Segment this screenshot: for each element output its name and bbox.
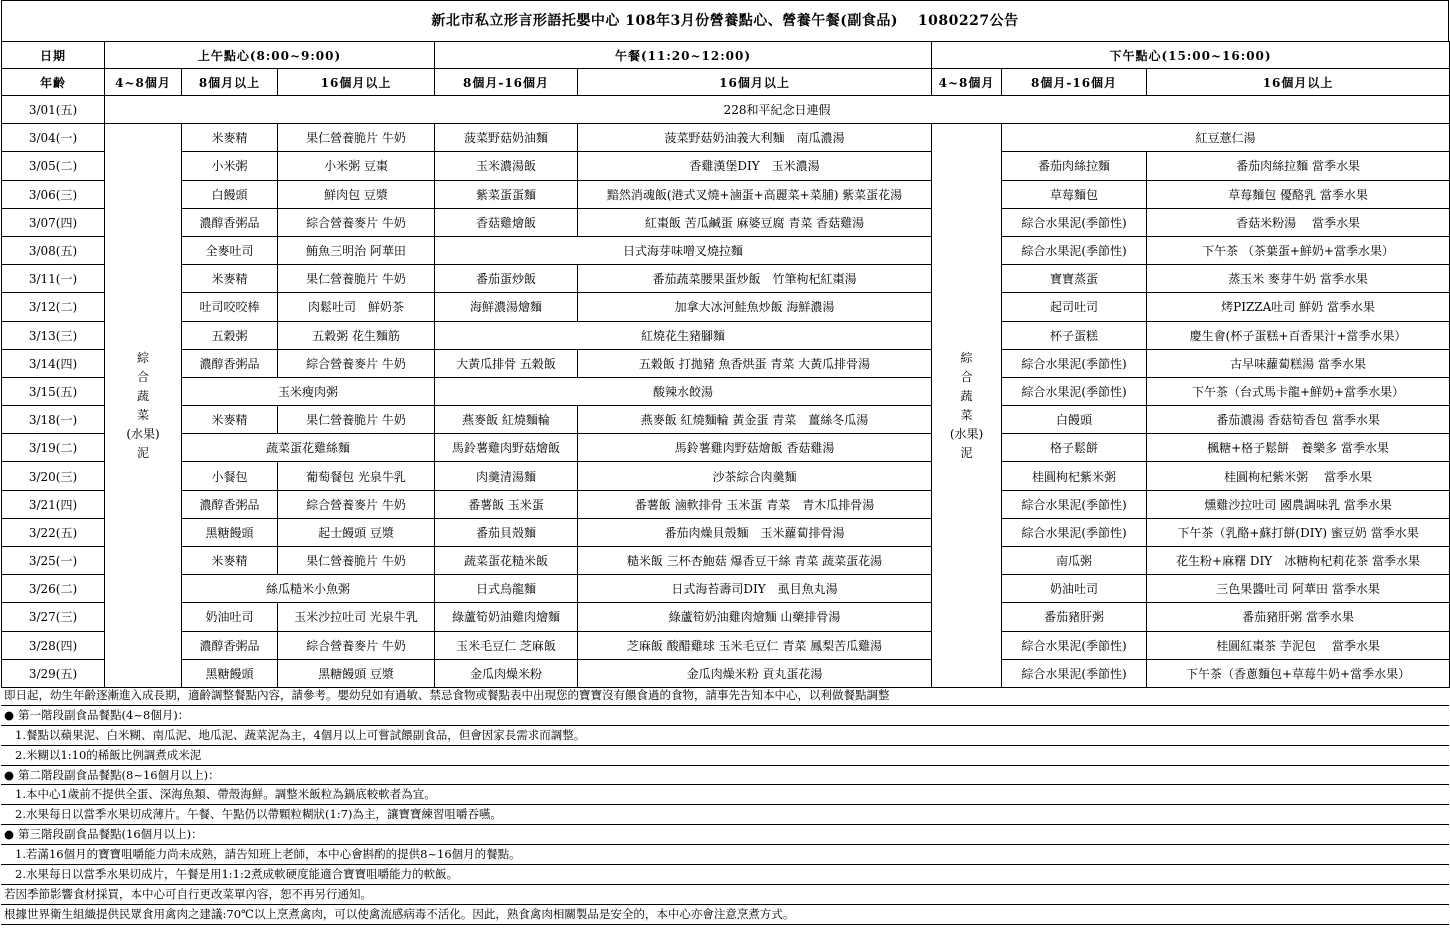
date-cell: 3/13(三) xyxy=(2,321,105,349)
holiday-cell: 228和平紀念日連假 xyxy=(105,96,1450,124)
morning-snack-16plus: 果仁營養脆片 牛奶 xyxy=(278,265,435,293)
date-cell: 3/19(二) xyxy=(2,434,105,462)
day-row xyxy=(2,631,1450,659)
lunch-16plus: 綠蘆筍奶油雞肉燴麵 山藥排骨湯 xyxy=(578,603,932,631)
lunch-16plus: 燕麥飯 紅燒麵輪 黃金蛋 青菜 薑絲冬瓜湯 xyxy=(578,406,932,434)
afternoon-snack-8-16: 綜合水果泥(季節性) xyxy=(1002,349,1147,377)
morning-snack-8plus: 小米粥 xyxy=(182,152,278,180)
afternoon-snack-8-16: 綜合水果泥(季節性) xyxy=(1002,518,1147,546)
afternoon-snack-8-16: 綜合水果泥(季節性) xyxy=(1002,208,1147,236)
day-row xyxy=(2,659,1450,687)
afternoon-snack-16plus: 下午茶 （茶葉蛋+鮮奶+當季水果） xyxy=(1147,236,1450,264)
morning-snack-16plus: 鮪魚三明治 阿華田 xyxy=(278,236,435,264)
afternoon-snack-8-16: 番茄肉絲拉麵 xyxy=(1002,152,1147,180)
date-cell: 3/08(五) xyxy=(2,236,105,264)
date-cell: 3/04(一) xyxy=(2,124,105,152)
menu-table xyxy=(1,41,1450,688)
morning-snack-16plus: 鮮肉包 豆漿 xyxy=(278,180,435,208)
date-cell: 3/11(一) xyxy=(2,265,105,293)
lunch-header: 午餐(11:20~12:00) xyxy=(435,42,932,69)
note-line: 1.若滿16個月的寶寶咀嚼能力尚未成熟，請告知班上老師，本中心會斟酌的提供8~16個月的餐點。 xyxy=(1,845,1449,865)
afternoon-snack-8-16: 綜合水果泥(季節性) xyxy=(1002,490,1147,518)
morning-snack-16plus: 綜合營養麥片 牛奶 xyxy=(278,208,435,236)
puree-label-char: 泥 xyxy=(960,445,973,460)
lunch-16plus: 沙茶綜合肉羹麵 xyxy=(578,462,932,490)
morning-snack-16plus: 肉鬆吐司 鮮奶茶 xyxy=(278,293,435,321)
date-cell: 3/21(四) xyxy=(2,490,105,518)
date-label: 日期 xyxy=(2,42,105,69)
morning-snack-8plus: 米麥精 xyxy=(182,547,278,575)
day-row xyxy=(2,321,1450,349)
afternoon-snack-8-16: 綜合水果泥(季節性) xyxy=(1002,236,1147,264)
afternoon-snack-8-16: 起司吐司 xyxy=(1002,293,1147,321)
morning-snack-merged: 絲瓜糙米小魚粥 xyxy=(182,575,435,603)
lunch-8-16: 番茄蛋炒飯 xyxy=(435,265,578,293)
morning-snack-8plus: 黑糖饅頭 xyxy=(182,659,278,687)
morning-snack-8plus: 全麥吐司 xyxy=(182,236,278,264)
puree-label-char: 菜 xyxy=(136,407,149,422)
puree-label-char: 合 xyxy=(136,369,149,384)
puree-label-char: 綜 xyxy=(960,350,973,365)
morning-snack-8plus: 濃醇香粥品 xyxy=(182,349,278,377)
note-heading: ● 第一階段副食品餐點(4~8個月)： xyxy=(1,706,1449,726)
day-row xyxy=(2,434,1450,462)
afternoon-snack-8-16: 番茄豬肝粥 xyxy=(1002,603,1147,631)
lunch-8-16: 肉羹清湯麵 xyxy=(435,462,578,490)
puree-label-char: 蔬 xyxy=(136,388,149,403)
date-cell: 3/25(一) xyxy=(2,547,105,575)
morning-snack-16plus: 起士饅頭 豆漿 xyxy=(278,518,435,546)
date-cell: 3/12(二) xyxy=(2,293,105,321)
morning-snack-8plus: 米麥精 xyxy=(182,265,278,293)
menu-sheet xyxy=(1,0,1449,688)
lunch-8-16: 蔬菜蛋花糙米飯 xyxy=(435,547,578,575)
header-row-age xyxy=(2,69,1450,96)
lunch-age-16plus: 16個月以上 xyxy=(578,69,932,96)
date-cell: 3/05(二) xyxy=(2,152,105,180)
morning-snack-16plus: 黑糖饅頭 豆漿 xyxy=(278,659,435,687)
morning-snack-16plus: 果仁營養脆片 牛奶 xyxy=(278,406,435,434)
afternoon-snack-16plus: 燻雞沙拉吐司 國農調味乳 當季水果 xyxy=(1147,490,1450,518)
date-cell: 3/07(四) xyxy=(2,208,105,236)
morning-snack-16plus: 果仁營養脆片 牛奶 xyxy=(278,124,435,152)
afternoon-snack-16plus: 楓糖+格子鬆餅 養樂多 當季水果 xyxy=(1147,434,1450,462)
afternoon-snack-16plus: 桂圓紅棗茶 芋泥包 當季水果 xyxy=(1147,631,1450,659)
day-row xyxy=(2,603,1450,631)
date-cell: 3/22(五) xyxy=(2,518,105,546)
afternoon-snack-8-16: 草莓麵包 xyxy=(1002,180,1147,208)
note-line: 2.米糊以1:10的稀飯比例調煮成米泥 xyxy=(1,746,1449,766)
date-cell: 3/14(四) xyxy=(2,349,105,377)
lunch-16plus: 菠菜野菇奶油義大利麵 南瓜濃湯 xyxy=(578,124,932,152)
lunch-merged: 酸辣水餃湯 xyxy=(435,377,932,405)
lunch-16plus: 馬鈴薯雞肉野菇燴飯 香菇雞湯 xyxy=(578,434,932,462)
lunch-age-8-16: 8個月-16個月 xyxy=(435,69,578,96)
day-row xyxy=(2,406,1450,434)
afternoon-snack-16plus: 草莓麵包 優酪乳 當季水果 xyxy=(1147,180,1450,208)
note-heading: ● 第二階段副食品餐點(8~16個月以上)： xyxy=(1,766,1449,786)
lunch-8-16: 大黃瓜排骨 五穀飯 xyxy=(435,349,578,377)
day-row xyxy=(2,236,1450,264)
afternoon-snack-8-16: 綜合水果泥(季節性) xyxy=(1002,631,1147,659)
lunch-16plus: 紅棗飯 苦瓜鹹蛋 麻婆豆腐 青菜 香菇雞湯 xyxy=(578,208,932,236)
date-cell: 3/29(五) xyxy=(2,659,105,687)
afternoon-snack-16plus: 慶生會(杯子蛋糕+百香果汁+當季水果） xyxy=(1147,321,1450,349)
afternoon-snack-8-16: 寶寶蒸蛋 xyxy=(1002,265,1147,293)
lunch-8-16: 海鮮濃湯燴麵 xyxy=(435,293,578,321)
morning-snack-16plus: 綜合營養麥片 牛奶 xyxy=(278,631,435,659)
afternoon-age-4-8: 4~8個月 xyxy=(932,69,1002,96)
morning-snack-8plus: 濃醇香粥品 xyxy=(182,490,278,518)
note-line: 根據世界衛生組織提供民眾食用禽肉之建議:70℃以上烹煮禽肉，可以使禽流感病毒不活化。因此，熟食禽肉相關製品是安全的，本中心亦會注意烹煮方式。 xyxy=(1,905,1449,925)
lunch-8-16: 番薯飯 玉米蛋 xyxy=(435,490,578,518)
morning-snack-8plus: 濃醇香粥品 xyxy=(182,208,278,236)
day-row xyxy=(2,208,1450,236)
lunch-8-16: 玉米毛豆仁 芝麻飯 xyxy=(435,631,578,659)
date-cell: 3/27(三) xyxy=(2,603,105,631)
lunch-8-16: 馬鈴薯雞肉野菇燴飯 xyxy=(435,434,578,462)
afternoon-snack-16plus: 番茄肉絲拉麵 當季水果 xyxy=(1147,152,1450,180)
afternoon-age-8-16: 8個月-16個月 xyxy=(1002,69,1147,96)
morning-snack-16plus: 葡萄餐包 光泉牛乳 xyxy=(278,462,435,490)
afternoon-snack-8-16: 綜合水果泥(季節性) xyxy=(1002,659,1147,687)
afternoon-snack-8-16: 杯子蛋糕 xyxy=(1002,321,1147,349)
puree-label-char: (水果) xyxy=(126,426,160,441)
lunch-16plus: 加拿大冰河鮭魚炒飯 海鮮濃湯 xyxy=(578,293,932,321)
day-row xyxy=(2,518,1450,546)
morning-snack-8plus: 吐司咬咬棒 xyxy=(182,293,278,321)
afternoon-age-16plus: 16個月以上 xyxy=(1147,69,1450,96)
lunch-8-16: 番茄貝殼麵 xyxy=(435,518,578,546)
date-cell: 3/18(一) xyxy=(2,406,105,434)
afternoon-snack-16plus: 番茄濃湯 香菇筍香包 當季水果 xyxy=(1147,406,1450,434)
afternoon-snack-16plus: 桂圓枸杞紫米粥 當季水果 xyxy=(1147,462,1450,490)
afternoon-snack-8-16: 綜合水果泥(季節性) xyxy=(1002,377,1147,405)
lunch-8-16: 綠蘆筍奶油雞肉燴麵 xyxy=(435,603,578,631)
lunch-8-16: 日式烏龍麵 xyxy=(435,575,578,603)
afternoon-puree-cell xyxy=(932,124,1002,688)
lunch-8-16: 金瓜肉燥米粉 xyxy=(435,659,578,687)
puree-label-char: 蔬 xyxy=(960,388,973,403)
note-line: 2.水果每日以當季水果切成薄片。午餐、午點仍以帶顆粒糊狀(1:7)為主，讓寶寶練習咀嚼吞嚥。 xyxy=(1,805,1449,825)
morning-snack-8plus: 白饅頭 xyxy=(182,180,278,208)
day-row xyxy=(2,180,1450,208)
afternoon-snack-16plus: 下午茶（台式馬卡龍+鮮奶+當季水果） xyxy=(1147,377,1450,405)
afternoon-snack-merged: 紅豆薏仁湯 xyxy=(1002,124,1450,152)
afternoon-snack-16plus: 蒸玉米 麥芽牛奶 當季水果 xyxy=(1147,265,1450,293)
puree-label-char: 泥 xyxy=(136,445,149,460)
note-heading: ● 第三階段副食品餐點(16個月以上)： xyxy=(1,825,1449,845)
lunch-16plus: 日式海苔壽司DIY 虱目魚丸湯 xyxy=(578,575,932,603)
morning-snack-merged: 玉米瘦肉粥 xyxy=(182,377,435,405)
afternoon-snack-16plus: 番茄豬肝粥 當季水果 xyxy=(1147,603,1450,631)
afternoon-snack-8-16: 桂圓枸杞紫米粥 xyxy=(1002,462,1147,490)
afternoon-snack-16plus: 下午茶（香蔥麵包+草莓牛奶+當季水果） xyxy=(1147,659,1450,687)
day-row xyxy=(2,490,1450,518)
lunch-16plus: 黯然消魂飯(港式叉燒+滷蛋+高麗菜+菜脯) 紫菜蛋花湯 xyxy=(578,180,932,208)
morning-snack-16plus: 玉米沙拉吐司 光泉牛乳 xyxy=(278,603,435,631)
date-cell: 3/28(四) xyxy=(2,631,105,659)
morning-snack-8plus: 米麥精 xyxy=(182,406,278,434)
day-row xyxy=(2,575,1450,603)
morning-snack-16plus: 五穀粥 花生麵筋 xyxy=(278,321,435,349)
lunch-16plus: 番薯飯 滷軟排骨 玉米蛋 青菜 青木瓜排骨湯 xyxy=(578,490,932,518)
morning-age-8plus: 8個月以上 xyxy=(182,69,278,96)
date-cell: 3/26(二) xyxy=(2,575,105,603)
note-line: 1.餐點以蘋果泥、白米糊、南瓜泥、地瓜泥、蔬菜泥為主，4個月以上可嘗試餵副食品，但會因家長需求而調整。 xyxy=(1,726,1449,746)
afternoon-snack-header: 下午點心(15:00~16:00) xyxy=(932,42,1450,69)
morning-snack-16plus: 果仁營養脆片 牛奶 xyxy=(278,547,435,575)
day-row xyxy=(2,96,1450,124)
afternoon-snack-16plus: 香菇米粉湯 當季水果 xyxy=(1147,208,1450,236)
day-row xyxy=(2,349,1450,377)
day-row xyxy=(2,152,1450,180)
note-line: 若因季節影響食材採買，本中心可自行更改菜單內容，恕不再另行通知。 xyxy=(1,885,1449,905)
lunch-8-16: 玉米濃湯飯 xyxy=(435,152,578,180)
afternoon-snack-8-16: 白饅頭 xyxy=(1002,406,1147,434)
lunch-16plus: 糙米飯 三杯杏鮑菇 爆香豆干絲 青菜 蔬菜蛋花湯 xyxy=(578,547,932,575)
morning-snack-header: 上午點心(8:00~9:00) xyxy=(105,42,435,69)
puree-label-char: (水果) xyxy=(949,426,984,441)
lunch-16plus: 番茄肉燥貝殼麵 玉米蘿蔔排骨湯 xyxy=(578,518,932,546)
note-line: 1.本中心1歲前不提供全蛋、深海魚類、帶殼海鮮。調整米飯粒為鍋底較軟者為宜。 xyxy=(1,785,1449,805)
morning-snack-16plus: 綜合營養麥片 牛奶 xyxy=(278,490,435,518)
lunch-merged: 紅燒花生豬腳麵 xyxy=(435,321,932,349)
puree-label-char: 菜 xyxy=(960,407,973,422)
afternoon-snack-16plus: 花生粉+麻糬 DIY 冰糖枸杞莉花茶 當季水果 xyxy=(1147,547,1450,575)
afternoon-snack-16plus: 古早味蘿蔔糕湯 當季水果 xyxy=(1147,349,1450,377)
day-row xyxy=(2,293,1450,321)
notes-section xyxy=(1,686,1449,925)
morning-snack-8plus: 米麥精 xyxy=(182,124,278,152)
note-line: 2.水果每日以當季水果切成片，午餐是用1:1:2煮成軟硬度能適合寶寶咀嚼能力的軟飯。 xyxy=(1,865,1449,885)
afternoon-snack-16plus: 三色果醬吐司 阿華田 當季水果 xyxy=(1147,575,1450,603)
lunch-16plus: 香雞漢堡DIY 玉米濃湯 xyxy=(578,152,932,180)
age-label: 年齡 xyxy=(2,69,105,96)
afternoon-snack-16plus: 下午茶（乳酪+蘇打餅(DIY) 蜜豆奶 當季水果 xyxy=(1147,518,1450,546)
date-cell: 3/06(三) xyxy=(2,180,105,208)
morning-age-4-8: 4~8個月 xyxy=(105,69,182,96)
lunch-16plus: 番茄蔬菜腰果蛋炒飯 竹筆枸杞紅棗湯 xyxy=(578,265,932,293)
day-row xyxy=(2,265,1450,293)
date-cell: 3/01(五) xyxy=(2,96,105,124)
morning-snack-8plus: 奶油吐司 xyxy=(182,603,278,631)
lunch-16plus: 金瓜肉燥米粉 貢丸蛋花湯 xyxy=(578,659,932,687)
afternoon-snack-8-16: 格子鬆餅 xyxy=(1002,434,1147,462)
lunch-8-16: 紫菜蛋蛋麵 xyxy=(435,180,578,208)
morning-snack-8plus: 五穀粥 xyxy=(182,321,278,349)
lunch-16plus: 芝麻飯 酸醋雞球 玉米毛豆仁 青菜 鳳梨苦瓜雞湯 xyxy=(578,631,932,659)
morning-age-16plus: 16個月以上 xyxy=(278,69,435,96)
puree-label-char: 合 xyxy=(960,369,973,384)
day-row xyxy=(2,124,1450,152)
morning-snack-merged: 蔬菜蛋花雞絲麵 xyxy=(182,434,435,462)
lunch-8-16: 燕麥飯 紅燒麵輪 xyxy=(435,406,578,434)
day-row xyxy=(2,377,1450,405)
date-cell: 3/20(三) xyxy=(2,462,105,490)
header-row-date xyxy=(2,42,1450,69)
morning-snack-16plus: 小米粥 豆棗 xyxy=(278,152,435,180)
afternoon-snack-8-16: 南瓜粥 xyxy=(1002,547,1147,575)
morning-snack-8plus: 黑糖饅頭 xyxy=(182,518,278,546)
lunch-8-16: 菠菜野菇奶油麵 xyxy=(435,124,578,152)
page-title: 新北市私立形言形語托嬰中心 108年3月份營養點心、營養午餐(副食品) 1080227公告 xyxy=(1,0,1449,41)
afternoon-snack-16plus: 烤PIZZA吐司 鮮奶 當季水果 xyxy=(1147,293,1450,321)
day-row xyxy=(2,462,1450,490)
morning-snack-16plus: 綜合營養麥片 牛奶 xyxy=(278,349,435,377)
morning-puree-cell xyxy=(105,124,182,688)
morning-snack-8plus: 小餐包 xyxy=(182,462,278,490)
lunch-merged: 日式海芽味噌叉燒拉麵 xyxy=(435,236,932,264)
date-cell: 3/15(五) xyxy=(2,377,105,405)
lunch-16plus: 五穀飯 打拋豬 魚香烘蛋 青菜 大黃瓜排骨湯 xyxy=(578,349,932,377)
afternoon-snack-8-16: 奶油吐司 xyxy=(1002,575,1147,603)
lunch-8-16: 香菇雞燴飯 xyxy=(435,208,578,236)
note-line: 即日起，幼生年齡逐漸進入成長期，適齡調整餐點內容，請參考。嬰幼兒如有過敏、禁忌食物或餐點表中出現您的寶寶沒有餵食過的食物，請事先告知本中心，以利做餐點調整 xyxy=(1,686,1449,706)
morning-snack-8plus: 濃醇香粥品 xyxy=(182,631,278,659)
day-row xyxy=(2,547,1450,575)
puree-label-char: 綜 xyxy=(136,350,149,365)
